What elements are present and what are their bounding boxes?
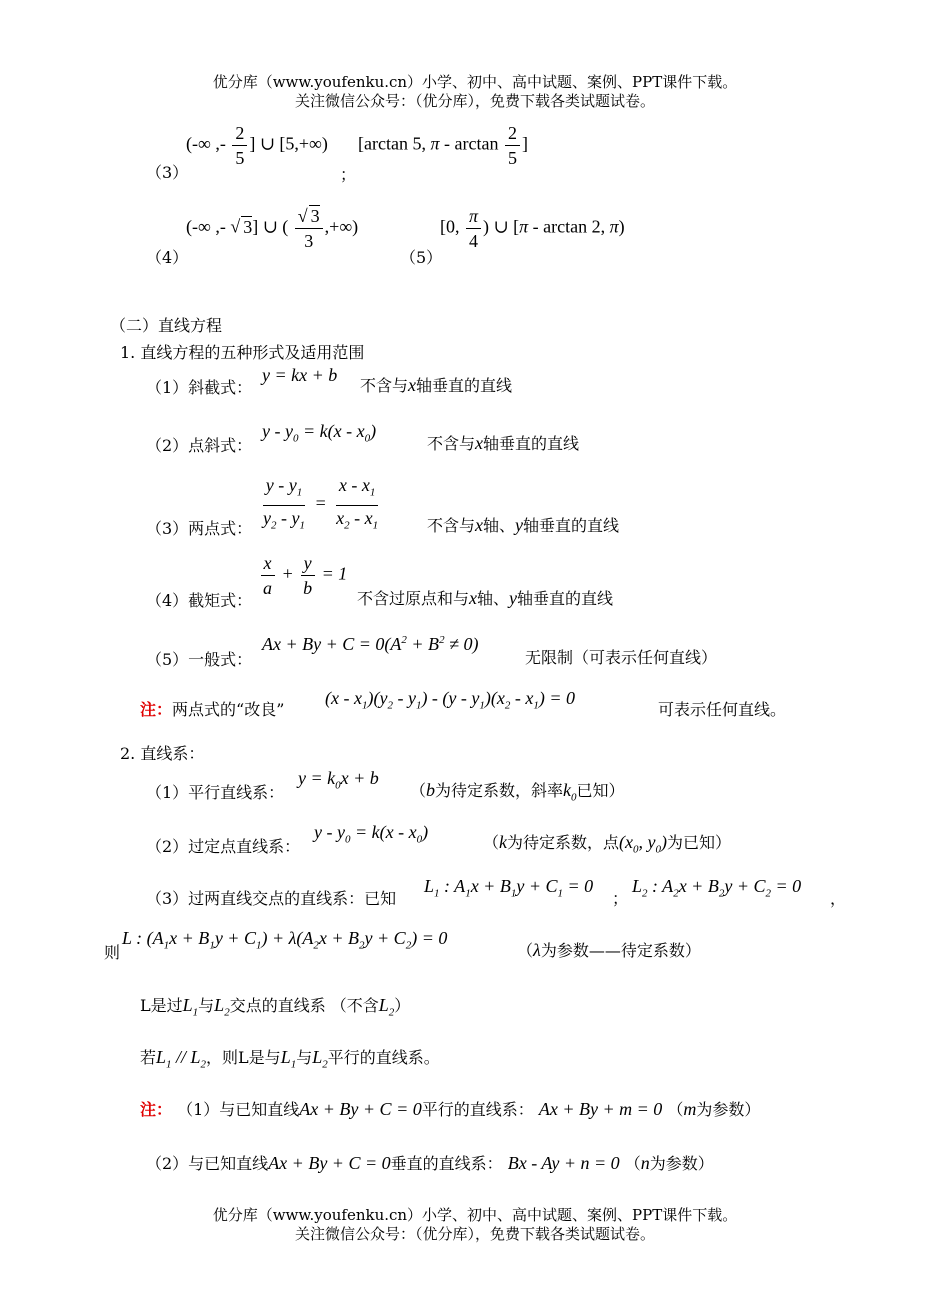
- footer-line-1: 优分库（www.youfenku.cn）小学、初中、高中试题、案例、PPT课件下载。: [212, 1206, 738, 1224]
- sys-1-equation: $y = k_0x + b$: [298, 768, 379, 792]
- note-2: 注： （1）与已知直线Ax + By + C = 0平行的直线系： Ax + By + m = 0 （m为参数）: [140, 1099, 761, 1119]
- form-5-note: 无限制（可表示任何直线）: [525, 648, 718, 667]
- answer-5-range: [0, $\frac{\pi}{4}$ ) ∪ [π - arctan 2, π): [440, 206, 625, 251]
- form-1-label: （1）斜截式：: [146, 378, 253, 397]
- l-description: L是过$L_1$与$L_2$交点的直线系 （不含$L_2$）: [140, 995, 411, 1019]
- form-3-note: 不含与x轴、y轴垂直的直线: [427, 515, 620, 535]
- footer-line-2: 关注微信公众号：（优分库），免费下载各类试题试卷。: [294, 1225, 655, 1243]
- answer-3-label: （3）: [146, 163, 189, 182]
- sys-2-label: （2）过定点直线系：: [146, 837, 301, 856]
- form-2-label: （2）点斜式：: [146, 436, 253, 455]
- answer-4-label: （4）: [146, 248, 189, 267]
- form-3-label: （3）两点式：: [146, 519, 253, 538]
- form-2-note: 不含与x轴垂直的直线: [427, 433, 580, 453]
- form-4-label: （4）截矩式：: [146, 591, 253, 610]
- form-5-label: （5）一般式：: [146, 650, 253, 669]
- answer-4-range: (-∞ ,- √ 3] ∪ ( $\frac{√ 3}{3}$ ,+∞): [186, 206, 359, 251]
- sys-1-note: （b为待定系数，斜率$k_0$已知）: [410, 780, 625, 804]
- parallel-statement: 若$L_1 // L_2$，则L是与$L_1$与$L_2$平行的直线系。: [140, 1047, 440, 1071]
- sys-3-end: ，: [830, 889, 847, 908]
- then-label: 则: [104, 943, 121, 962]
- form-4-note: 不含过原点和与x轴、y轴垂直的直线: [357, 588, 614, 608]
- sys-3-label: （3）过两直线交点的直线系：已知: [146, 889, 397, 908]
- form-3-equation: $\frac{y - y_1}{y_2 - y_1}$ = $\frac{x - x_1}{x_2 - x_1}$: [263, 475, 379, 532]
- form-2-equation: $y - y_0 = k(x - x_0)$: [262, 421, 377, 445]
- note-1-equation: $(x - x_1)(y_2 - y_1) - (y - y_1)(x_2 - x_1) = 0$: [325, 688, 576, 712]
- note-3: （2）与已知直线Ax + By + C = 0垂直的直线系： Bx - Ay + n = 0 （n为参数）: [146, 1153, 714, 1173]
- form-1-equation: y = kx + b: [262, 365, 338, 385]
- header-line-2: 关注微信公众号：（优分库），免费下载各类试题试卷。: [294, 92, 655, 110]
- form-4-equation: $\frac{x}{a}$ + $\frac{y}{b}$ = 1: [258, 552, 347, 599]
- answer-3-angle: [arctan 5, π - arctan $\frac{2}{5}$ ]: [358, 123, 528, 168]
- sys-3-line-2: $L_2$ : $A_2x + B_2y + C_2 = 0$: [632, 876, 802, 900]
- sys-3-line-1: $L_1$ : $A_1x + B_1y + C_1 = 0$: [424, 876, 594, 900]
- note-1: 注：两点式的“改良”: [140, 700, 285, 719]
- sys-2-note: （k为待定系数，点($x_0$, $y_0$)为已知）: [483, 832, 732, 856]
- subsection-1-title: 1. 直线方程的五种形式及适用范围: [120, 343, 365, 362]
- combined-system-equation: L : $(A_1x + B_1y + C_1) + \lambda(A_2x + B_2y + C_2) = 0$: [122, 928, 448, 952]
- sys-3-separator: ；: [612, 889, 629, 908]
- answer-3-range: (-∞ ,- $\frac{2}{5}$ ] ∪ [5,+∞): [186, 123, 328, 168]
- answer-5-label: （5）: [400, 248, 443, 267]
- form-5-equation: $Ax + By + C = 0(A^2 + B^2 \ne 0)$: [262, 634, 479, 654]
- lambda-note: （λ为参数——待定系数）: [517, 940, 701, 960]
- subsection-2-title: 2. 直线系：: [120, 744, 205, 763]
- section-title: （二）直线方程: [110, 316, 223, 335]
- note-1-tail: 可表示任何直线。: [658, 700, 787, 719]
- header-line-1: 优分库（www.youfenku.cn）小学、初中、高中试题、案例、PPT课件下载。: [212, 73, 738, 91]
- form-1-note: 不含与x轴垂直的直线: [360, 375, 513, 395]
- sys-1-label: （1）平行直线系：: [146, 783, 285, 802]
- sys-2-equation: $y - y_0 = k(x - x_0)$: [314, 822, 429, 846]
- answer-3-separator: ；: [340, 165, 357, 184]
